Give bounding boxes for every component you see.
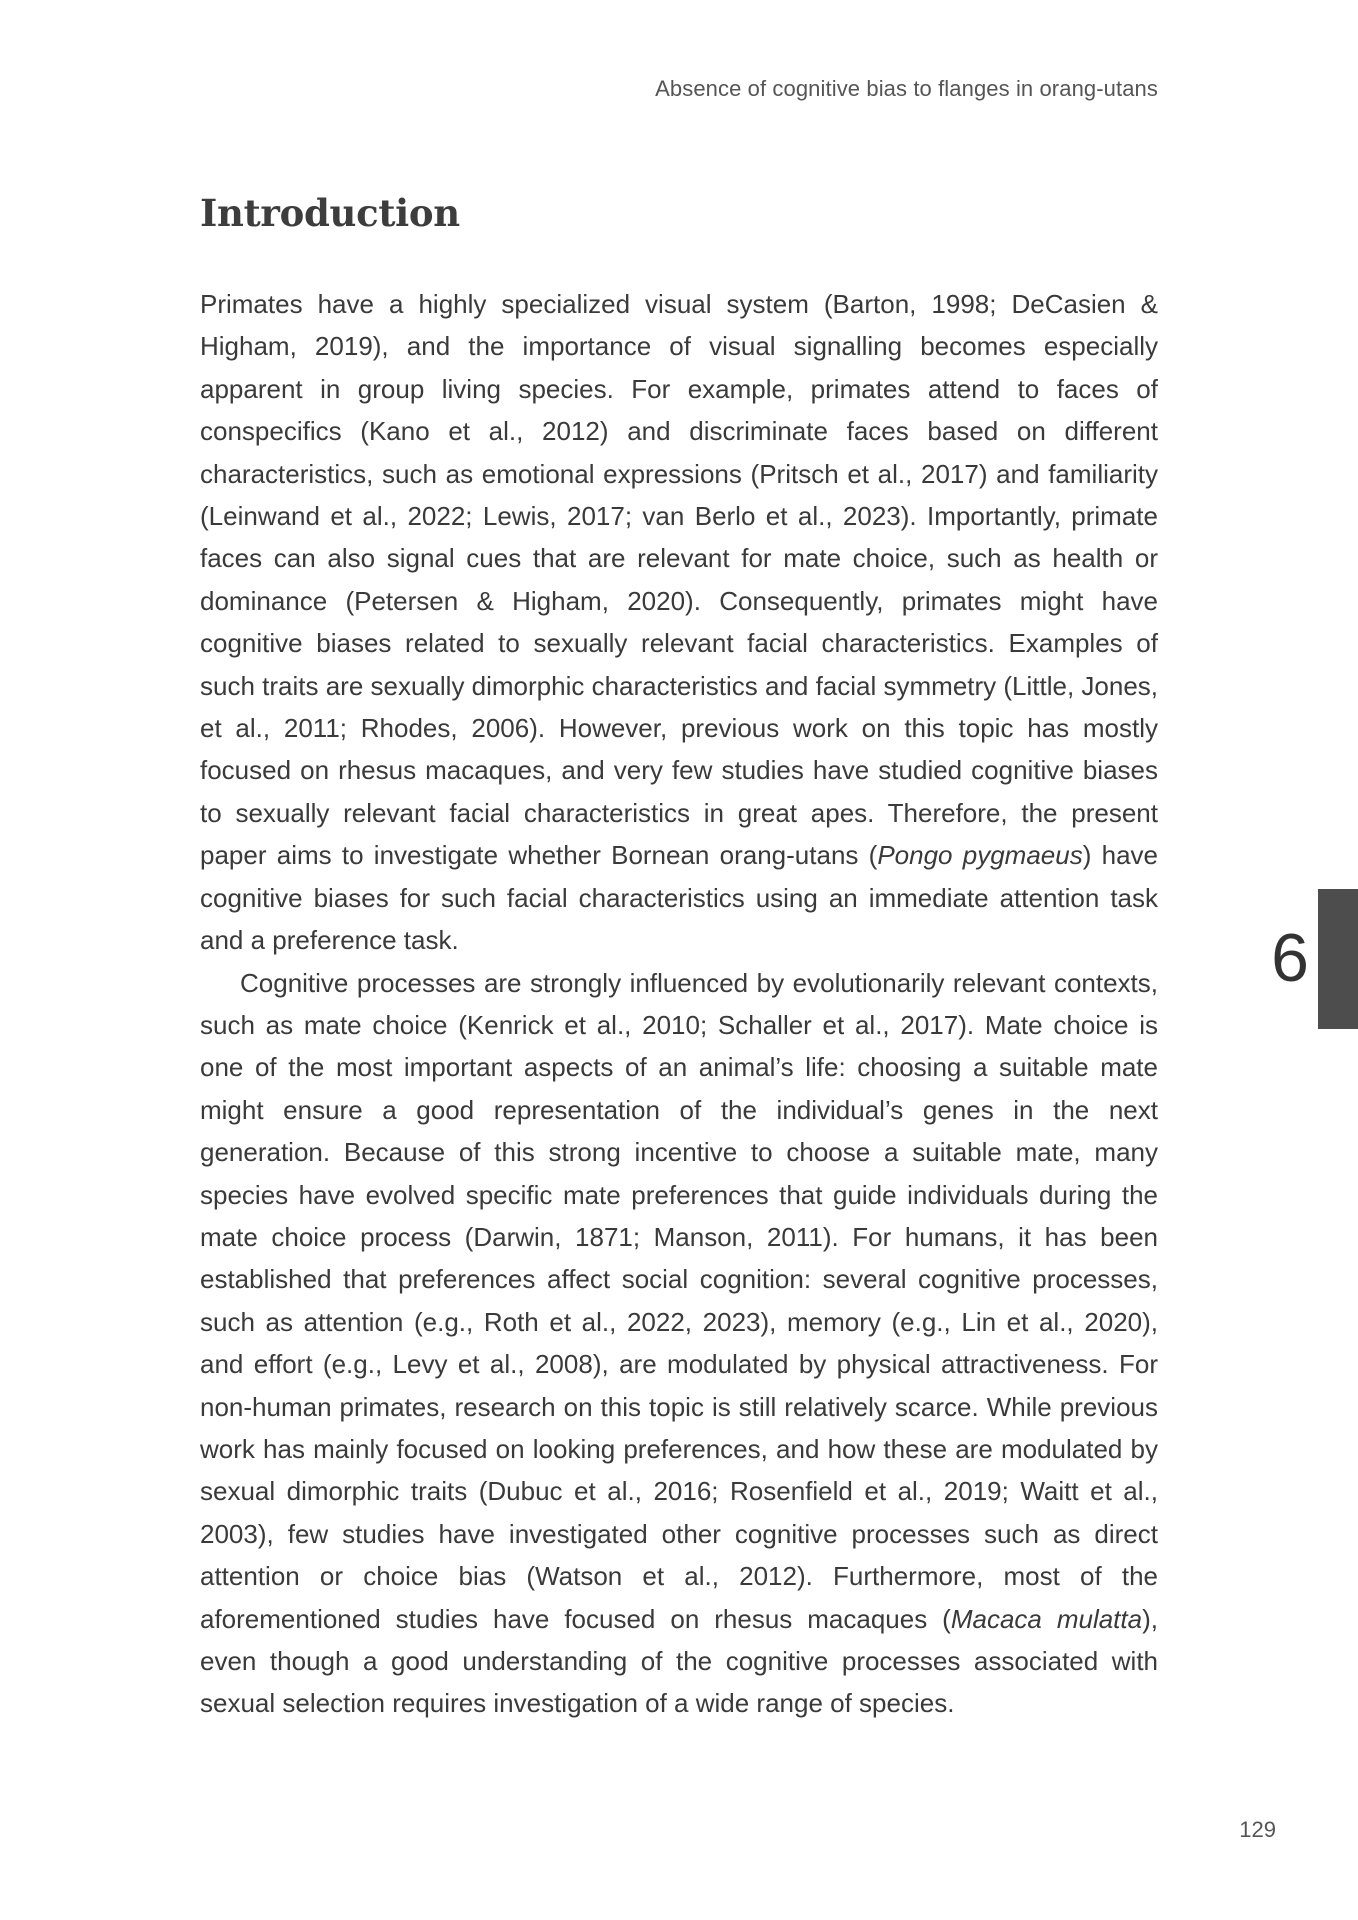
chapter-number: 6 — [1271, 920, 1309, 996]
species-name-macaca: Macaca mulatta — [950, 1603, 1143, 1634]
body-text — [200, 283, 1158, 1725]
page-number: 129 — [1239, 1817, 1276, 1842]
paragraph-2-text-a: Cognitive processes are strongly influenced by evolutionarily relevant contexts, such as mate choice (Kenrick et al., 2010; Schaller et al., 2017). Mate choice is one of the most important aspects of an animal’s life: choosing a suitable mate might ensure a good representation of the individual’s genes in the next generation. Because of this strong incentive to choose a suitable mate, many species have evolved specific mate preferences that guide individuals during the mate choice process (Darwin, 1871; Manson, 2011). For humans, it has been established that preferences affect social cognition: several cognitive processes, such as attention (e.g., Roth et al., 2022, 2023), memory (e.g., Lin et al., 2020), and effort (e.g., Levy et al., 2008), are modulated by physical attractiveness. For non-human primates, research on this topic is still relatively scarce. While previous work has mainly focused on looking preferences, and how these are modulated by sexual dimorphic traits (Dubuc et al., 2016; Rosenfield et al., 2019; Waitt et al., 2003), few studies have investigated other cognitive processes such as direct attention or choice bias (Watson et al., 2012). Furthermore, most of the aforementioned studies have focused on rhesus macaques ( — [200, 967, 1158, 1634]
running-header: Absence of cognitive bias to flanges in orang-utans — [655, 76, 1158, 101]
paragraph-1 — [200, 283, 1158, 962]
paragraph-2-text-b: ), even though a good understanding of the cognitive processes associated with sexual selection requires investigation of a wide range of species. — [200, 1603, 1158, 1719]
paragraph-2 — [200, 962, 1158, 1725]
paragraph-1-text-a: Primates have a highly specialized visual system (Barton, 1998; DeCasien & Higham, 2019), and the importance of visual signalling becomes especially apparent in group living species. For example, primates attend to faces of conspecifics (Kano et al., 2012) and discriminate faces based on different characteristics, such as emotional expressions (Pritsch et al., 2017) and familiarity (Leinwand et al., 2022; Lewis, 2017; van Berlo et al., 2023). Importantly, primate faces can also signal cues that are relevant for mate choice, such as health or dominance (Petersen & Higham, 2020). Consequently, primates might have cognitive biases related to sexually relevant facial characteristics. Examples of such traits are sexually dimorphic characteristics and facial symmetry (Little, Jones, et al., 2011; Rhodes, 2006). However, previous work on this topic has mostly focused on rhesus macaques, and very few studies have studied cognitive biases to sexually relevant facial characteristics in great apes. Therefore, the present paper aims to investigate whether Bornean orang-utans ( — [200, 289, 1159, 871]
paragraph-1-text-b: ) have cognitive biases for such facial characteristics using an immediate attention task and a preference task. — [200, 840, 1158, 956]
section-title: Introduction — [200, 191, 460, 235]
chapter-tab — [1318, 889, 1358, 1029]
species-name-pongo: Pongo pygmaeus — [877, 840, 1083, 871]
